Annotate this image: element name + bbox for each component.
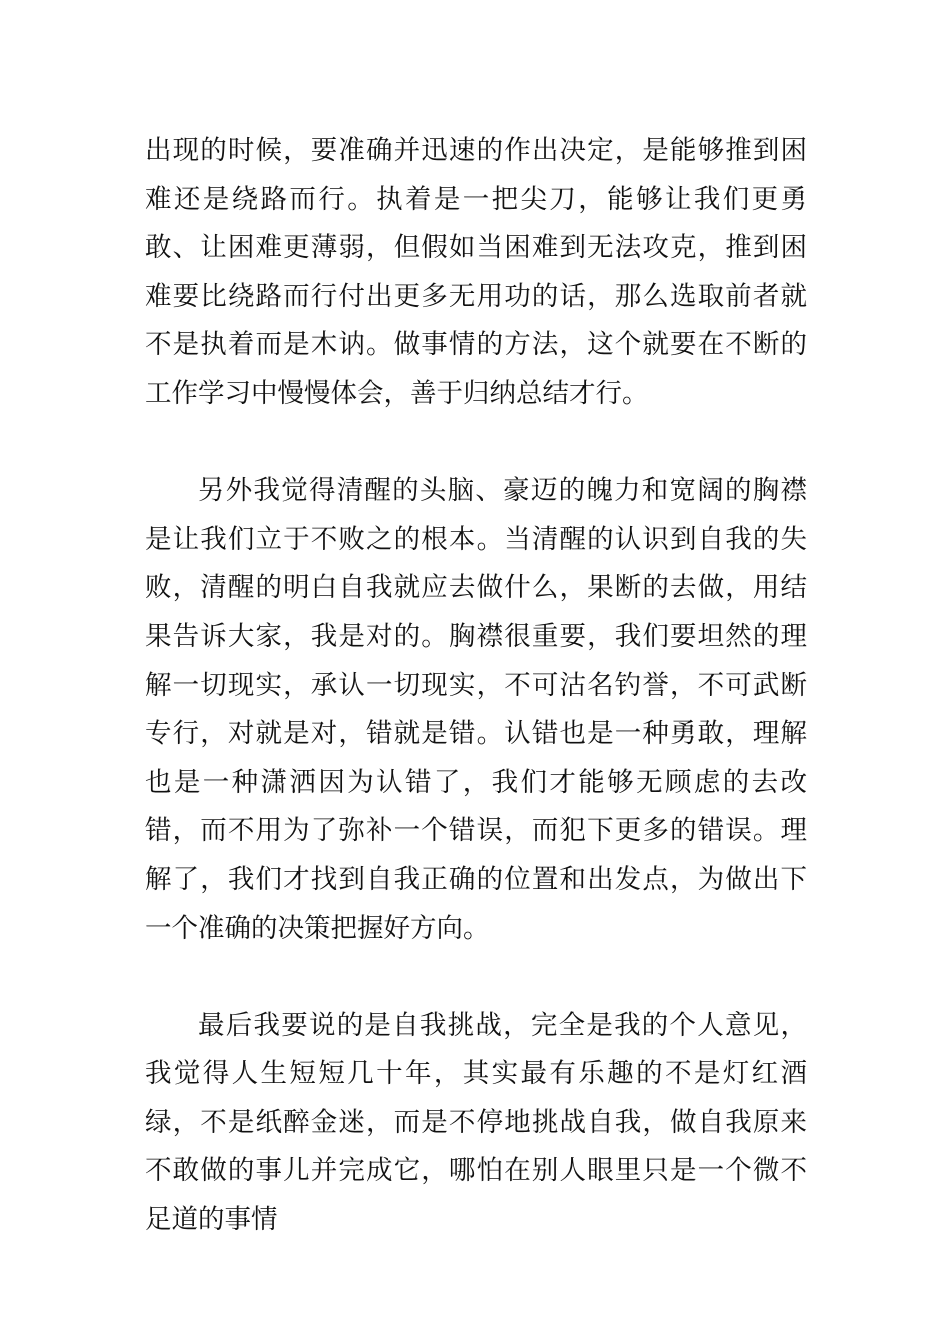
document-page bbox=[145, 127, 807, 1245]
paragraph-continued: 出现的时候，要准确并迅速的作出决定，是能够推到困难还是绕路而行。执着是一把尖刀，能够让我们更勇敢、让困难更薄弱，但假如当困难到无法攻克，推到困难要比绕路而行付出更多无用功的话，那么选取前者就不是执着而是木讷。做事情的方法，这个就要在不断的工作学习中慢慢体会，善于归纳总结才行。 bbox=[145, 135, 807, 409]
paragraph-clear-mind: 另外我觉得清醒的头脑、豪迈的魄力和宽阔的胸襟是让我们立于不败之的根本。当清醒的认识到自我的失败，清醒的明白自我就应去做什么，果断的去做，用结果告诉大家，我是对的。胸襟很重要，我们要坦然的理解一切现实，承认一切现实，不可沽名钓誉，不可武断专行，对就是对，错就是错。认错也是一种勇敢，理解也是一种潇洒因为认错了，我们才能够无顾虑的去改错，而不用为了弥补一个错误，而犯下更多的错误。理解了，我们才找到自我正确的位置和出发点，为做出下一个准确的决策把握好方向。 bbox=[145, 475, 807, 944]
paragraph-self-challenge: 最后我要说的是自我挑战，完全是我的个人意见，我觉得人生短短几十年，其实最有乐趣的不是灯红酒绿，不是纸醉金迷，而是不停地挑战自我，做自我原来不敢做的事儿并完成它，哪怕在别人眼里只是一个微不足道的事情 bbox=[145, 1009, 807, 1236]
